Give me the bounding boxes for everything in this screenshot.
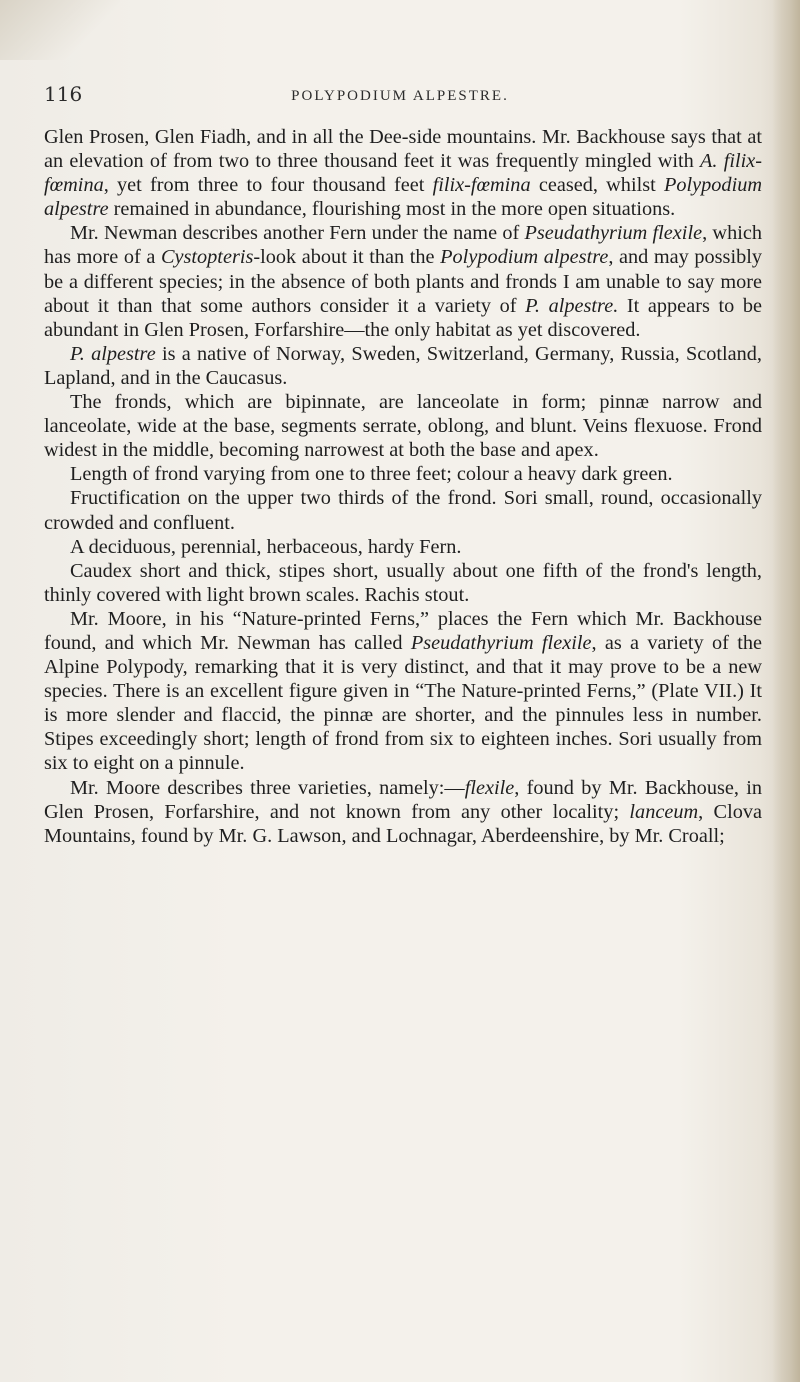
page-edge-shading — [772, 0, 800, 1382]
paragraph — [44, 390, 762, 462]
italic-text: P. alpestre — [70, 342, 156, 365]
italic-text: Pseudathyrium flexile — [410, 631, 592, 654]
text-run: ceased, whilst — [530, 174, 664, 197]
paragraph — [44, 342, 762, 390]
paragraph — [44, 559, 762, 607]
body-text — [44, 125, 762, 848]
text-run: , as a variety of the Alpine Polypody, remarking that it is very distinct, and that it may prove to be a new species. There is an excellent figure given in “The Nature-printed Ferns,” (Plate VII.) It is more slender and flaccid, the pinnæ are shorter, and the pinnules less in number. Stipes exceedingly short; length of frond from six to eighteen inches. Sori usually from six to eight on a pinnule. — [44, 631, 762, 775]
text-run: -look about it than the — [253, 246, 441, 269]
italic-text: Pseudathyrium flexile — [524, 222, 703, 245]
paragraph — [44, 486, 762, 534]
italic-text: P. alpestre. — [525, 294, 619, 317]
text-run: Fructification on the upper two thirds of the frond. Sori small, round, occasionally crowded and confluent. — [44, 487, 762, 534]
paragraph — [44, 462, 762, 486]
text-run: is a native of Norway, Sweden, Switzerland, Germany, Russia, Scotland, Lapland, and in the Caucasus. — [44, 342, 762, 389]
text-run: Length of frond varying from one to three feet; colour a heavy dark green. — [70, 463, 673, 486]
text-run: It appears to be abundant in Glen Prosen, Forfarshire—the only habitat as yet discovered. — [44, 294, 762, 341]
text-run: remained in abundance, flourishing most in the more open situations. — [108, 198, 676, 221]
paragraph — [44, 535, 762, 559]
italic-text: Polypodium alpestre — [440, 246, 609, 269]
text-run: The fronds, which are bipinnate, are lanceolate in form; pinnæ narrow and lanceolate, wide at the base, segments serrate, oblong, and blunt. Veins flexuose. Frond widest in the middle, becoming narrowest at both the base and apex. — [44, 391, 762, 462]
page-number: 116 — [44, 82, 83, 106]
paragraph — [44, 221, 762, 341]
paragraph — [44, 776, 762, 848]
text-run: Mr. Moore, in his “Nature-printed Ferns,” places the Fern which Mr. Backhouse found, and which Mr. Newman has called — [44, 607, 762, 654]
italic-text: Polypodium alpestre — [44, 174, 762, 221]
text-run: , found by Mr. Backhouse, in Glen Prosen, Forfarshire, and not known from any other locality; — [44, 776, 763, 823]
text-run: Caudex short and thick, stipes short, usually about one fifth of the frond's length, thinly covered with light brown scales. Rachis stout. — [44, 559, 762, 606]
paragraph — [44, 125, 762, 221]
text-run: , Clova Mountains, found by Mr. G. Lawson, and Lochnagar, Aberdeenshire, by Mr. Croall; — [44, 800, 762, 847]
text-run: , yet from three to four thousand feet — [103, 174, 433, 197]
paragraph — [44, 607, 762, 776]
page-corner-shading — [0, 0, 120, 60]
text-run: Mr. Moore describes three varieties, namely:— — [70, 776, 465, 799]
running-head: POLYPODIUM ALPESTRE. — [291, 88, 509, 104]
text-run: , which has more of a — [44, 222, 762, 269]
text-run: Glen Prosen, Glen Fiadh, and in all the Dee-side mountains. Mr. Backhouse says that at an elevation of from two to three thousand feet it was frequently mingled with — [44, 126, 762, 173]
text-run: , and may possibly be a different species; in the absence of both plants and fronds I am unable to say more about it than that some authors consider it a variety of — [44, 246, 762, 317]
italic-text: filix-fœmina — [432, 174, 531, 197]
text-run: Mr. Newman describes another Fern under the name of — [70, 222, 525, 245]
italic-text: lanceum — [629, 800, 699, 823]
italic-text: A. filix-fœmina — [44, 150, 762, 197]
italic-text: Cystopteris — [160, 246, 254, 269]
italic-text: flexile — [464, 776, 515, 799]
text-run: A deciduous, perennial, herbaceous, hardy Fern. — [70, 535, 462, 558]
